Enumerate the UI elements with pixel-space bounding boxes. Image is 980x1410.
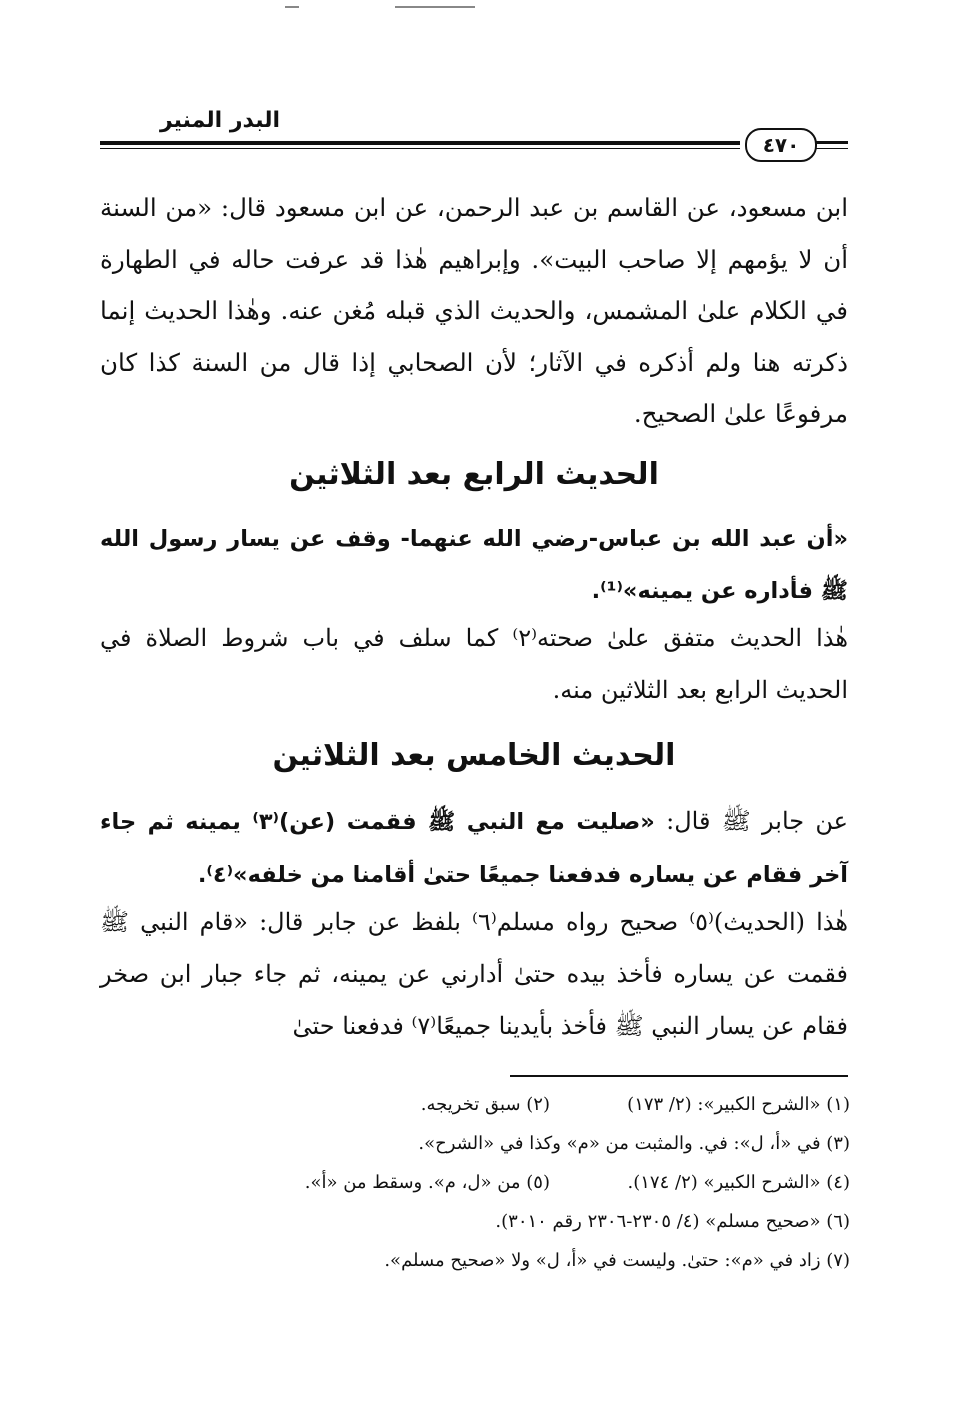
- intro-paragraph-block: [100, 182, 848, 440]
- footnote-5: (٥) من «ل، م». وسقط من «أ».: [304, 1172, 550, 1193]
- footnote-row: [150, 1202, 850, 1241]
- footnote-rule: [510, 1075, 848, 1077]
- badge-rule-thin: [816, 148, 848, 149]
- footnote-7: (٧) زاد في «م»: حتىٰ. وليست في «أ، ل» ولا «صحيح مسلم».: [384, 1250, 850, 1271]
- book-title: البدر المنير: [160, 108, 281, 133]
- commentary-34: هٰذا الحديث متفق علىٰ صحته⁽٢⁾ كما سلف في باب شروط الصلاة في الحديث الرابع بعد الثلاثين منه.: [100, 624, 849, 704]
- footnote-4: (٤) «الشرح الكبير» (٢/ ١٧٤).: [627, 1172, 850, 1193]
- footnote-row: [150, 1124, 850, 1163]
- section-heading-35: الحديث الخامس بعد الثلاثين: [272, 738, 676, 773]
- footnote-row: [150, 1163, 850, 1202]
- intro-paragraph: ابن مسعود، عن القاسم بن عبد الرحمن، عن ابن مسعود قال: «من السنة أن لا يؤمهم إلا صاحب البيت». وإبراهيم هٰذا قد عرفت حاله في الطهارة في الكلام علىٰ المشمس، والحديث الذي قبله مُغن عنه. وهٰذا الحديث إنما ذكرته هنا ولم أذكره في الآثار؛ لأن الصحابي إذا قال من السنة كذا كان مرفوعًا علىٰ الصحيح.: [100, 193, 848, 428]
- section-heading-34: الحديث الرابع بعد الثلاثين: [289, 457, 659, 492]
- footnote-1: (١) «الشرح الكبير»: (٢/ ١٧٣): [627, 1094, 850, 1115]
- page-number-badge: ٤٧٠: [745, 128, 817, 162]
- hadith-prefix-35: عن جابر ﷺ قال:: [654, 807, 848, 835]
- hadith-text-35: «صليت مع النبي ﷺ فقمت (عن)⁽٣⁾ يمينه ثم جاء آخر فقام عن يساره فدفعنا جميعًا حتىٰ أقامنا من خلفه»⁽٤⁾.: [100, 809, 848, 888]
- scan-mark: [285, 6, 299, 8]
- footnotes: [150, 1085, 850, 1280]
- badge-rule: [816, 141, 848, 144]
- footnote-row: [150, 1241, 850, 1280]
- scan-mark: [395, 6, 475, 8]
- footnote-2: (٢) سبق تخريجه.: [420, 1094, 550, 1115]
- page-header: [100, 108, 848, 156]
- header-rule: [100, 141, 740, 145]
- hadith-text-34: «أن عبد الله بن عباس-رضي الله عنهما- وقف عن يسار رسول الله ﷺ فأداره عن يمينه»⁽¹⁾.: [100, 526, 848, 604]
- hadith-35: [100, 795, 848, 901]
- header-rule-thin: [100, 148, 740, 149]
- footnote-row: [150, 1085, 850, 1124]
- footnote-3: (٣) في «أ، ل»: في. والمثبت من «م» وكذا في «الشرح».: [418, 1133, 850, 1154]
- footnote-6: (٦) «صحيح مسلم» (٤/ ٢٣٠٥-٢٣٠٦ رقم ٣٠١٠).: [495, 1211, 850, 1232]
- commentary-35: هٰذا (الحديث)⁽٥⁾ صحيح رواه مسلم⁽٦⁾ بلفظ عن جابر قال: «قام النبي ﷺ فقمت عن يساره فأخذ بيده حتىٰ أدارني عن يمينه، ثم جاء جبار ابن صخر فقام عن يسار النبي ﷺ فأخذ بأيدينا جميعًا⁽٧⁾ فدفعنا حتىٰ: [100, 908, 848, 1040]
